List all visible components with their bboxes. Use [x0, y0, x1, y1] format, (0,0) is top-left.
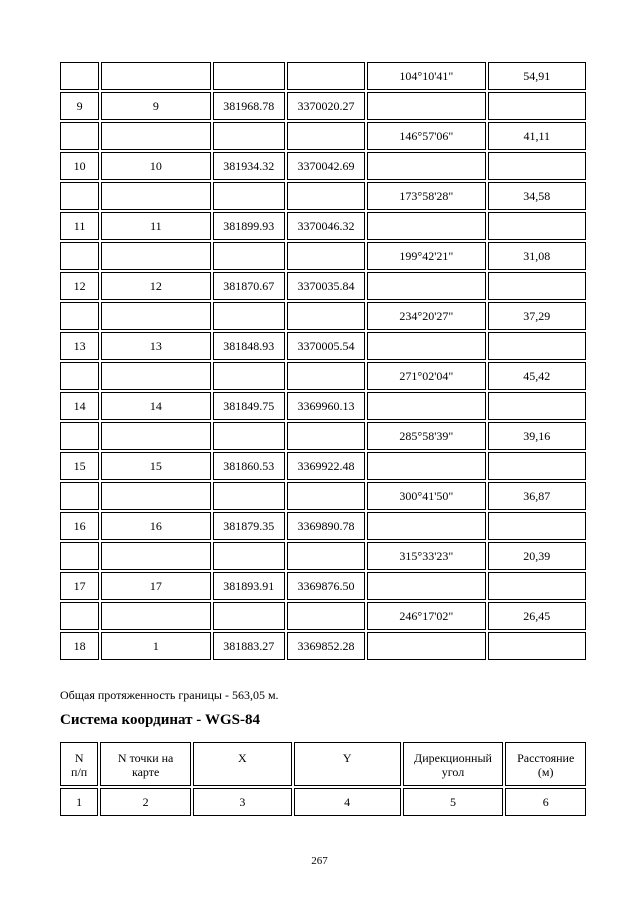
- table-cell: [60, 542, 99, 570]
- table-cell: [488, 92, 586, 120]
- table-cell: [287, 482, 365, 510]
- table-cell: [488, 212, 586, 240]
- table-cell: 31,08: [488, 242, 586, 270]
- column-number-cell: 1: [60, 788, 98, 816]
- table-cell: 1: [101, 632, 210, 660]
- table-cell: 3370046.32: [287, 212, 365, 240]
- table-cell: [60, 62, 99, 90]
- table-cell: [60, 302, 99, 330]
- table-cell: [367, 272, 485, 300]
- table-cell: [60, 182, 99, 210]
- table-cell: 14: [60, 392, 99, 420]
- table-cell: 173°58'28": [367, 182, 485, 210]
- table-cell: 199°42'21": [367, 242, 485, 270]
- table-row: [60, 632, 586, 660]
- table-cell: [213, 362, 285, 390]
- table-cell: 12: [101, 272, 210, 300]
- table-cell: 234°20'27": [367, 302, 485, 330]
- table-cell: [60, 362, 99, 390]
- table-cell: [213, 122, 285, 150]
- table-cell: [488, 512, 586, 540]
- header-line: угол: [441, 765, 465, 779]
- column-number-cell: 6: [505, 788, 586, 816]
- table-cell: 20,39: [488, 542, 586, 570]
- table-cell: 36,87: [488, 482, 586, 510]
- column-number-cell: 5: [403, 788, 504, 816]
- table-row: [60, 362, 586, 390]
- column-number-cell: 3: [193, 788, 292, 816]
- table-cell: 381899.93: [213, 212, 285, 240]
- table-cell: [213, 242, 285, 270]
- boundary-length-summary: Общая протяженность границы - 563,05 м.: [60, 688, 279, 702]
- table-cell: 285°58'39": [367, 422, 485, 450]
- header-line: N точки на: [117, 751, 174, 765]
- table-cell: 10: [60, 152, 99, 180]
- header-line: Расстояние: [517, 751, 575, 765]
- table-cell: [60, 242, 99, 270]
- header-line: N: [74, 751, 84, 765]
- table-cell: [101, 302, 210, 330]
- table-row: [60, 272, 586, 300]
- table-row: [60, 122, 586, 150]
- page-number: 267: [311, 855, 328, 867]
- header-cell-distance: [505, 742, 586, 786]
- table-cell: [488, 272, 586, 300]
- table-cell: [287, 62, 365, 90]
- header-cell-number: [60, 742, 98, 786]
- table-cell: 3369890.78: [287, 512, 365, 540]
- table-cell: 18: [60, 632, 99, 660]
- table-cell: [287, 182, 365, 210]
- table-cell: [213, 422, 285, 450]
- table-cell: [367, 332, 485, 360]
- table-cell: [101, 62, 210, 90]
- table-cell: [60, 482, 99, 510]
- table-row: [60, 482, 586, 510]
- table-cell: 13: [60, 332, 99, 360]
- table-cell: [101, 602, 210, 630]
- table-row: [60, 212, 586, 240]
- table-cell: [488, 452, 586, 480]
- table-cell: 381934.32: [213, 152, 285, 180]
- table-cell: 3370005.54: [287, 332, 365, 360]
- table-cell: [101, 422, 210, 450]
- table-cell: 16: [60, 512, 99, 540]
- table-cell: 9: [101, 92, 210, 120]
- table-cell: [488, 632, 586, 660]
- table-cell: 16: [101, 512, 210, 540]
- table-cell: [101, 122, 210, 150]
- table-cell: [367, 512, 485, 540]
- table-cell: [213, 302, 285, 330]
- wgs84-table: [58, 740, 588, 818]
- table-cell: 3369922.48: [287, 452, 365, 480]
- table-cell: 381860.53: [213, 452, 285, 480]
- table-row: [60, 452, 586, 480]
- wgs84-header-row: [60, 742, 586, 786]
- table-cell: 381893.91: [213, 572, 285, 600]
- table-cell: [367, 392, 485, 420]
- table-cell: [367, 572, 485, 600]
- table-cell: 11: [60, 212, 99, 240]
- table-cell: 17: [60, 572, 99, 600]
- table-cell: 37,29: [488, 302, 586, 330]
- table-row: [60, 512, 586, 540]
- wgs84-column-number-row: [60, 788, 586, 816]
- header-line: X: [238, 751, 247, 765]
- coordinates-table: [58, 60, 588, 662]
- table-cell: 3369960.13: [287, 392, 365, 420]
- header-cell-point: [100, 742, 191, 786]
- table-cell: [287, 422, 365, 450]
- table-row: [60, 602, 586, 630]
- table-cell: [60, 422, 99, 450]
- table-cell: 15: [60, 452, 99, 480]
- table-cell: 315°33'23": [367, 542, 485, 570]
- table-cell: [488, 152, 586, 180]
- table-cell: 3370042.69: [287, 152, 365, 180]
- table-cell: [213, 182, 285, 210]
- table-cell: 39,16: [488, 422, 586, 450]
- table-cell: [213, 482, 285, 510]
- table-cell: 11: [101, 212, 210, 240]
- table-cell: 45,42: [488, 362, 586, 390]
- table-cell: 381870.67: [213, 272, 285, 300]
- table-cell: 26,45: [488, 602, 586, 630]
- table-cell: 54,91: [488, 62, 586, 90]
- table-row: [60, 392, 586, 420]
- table-cell: 17: [101, 572, 210, 600]
- table-cell: 3370035.84: [287, 272, 365, 300]
- header-cell-angle: [403, 742, 504, 786]
- table-cell: [287, 362, 365, 390]
- table-cell: 381849.75: [213, 392, 285, 420]
- table-cell: 381968.78: [213, 92, 285, 120]
- table-cell: 9: [60, 92, 99, 120]
- table-row: [60, 302, 586, 330]
- table-row: [60, 572, 586, 600]
- table-row: [60, 152, 586, 180]
- table-cell: [213, 542, 285, 570]
- table-cell: [213, 62, 285, 90]
- column-number-cell: 2: [100, 788, 191, 816]
- header-cell-y: [294, 742, 401, 786]
- table-row: [60, 92, 586, 120]
- header-line: (м): [537, 765, 554, 779]
- table-cell: 3369852.28: [287, 632, 365, 660]
- table-cell: 271°02'04": [367, 362, 485, 390]
- table-cell: 15: [101, 452, 210, 480]
- table-cell: 13: [101, 332, 210, 360]
- table-cell: 34,58: [488, 182, 586, 210]
- table-cell: 12: [60, 272, 99, 300]
- header-line: карте: [131, 765, 160, 779]
- table-cell: [488, 332, 586, 360]
- table-cell: 41,11: [488, 122, 586, 150]
- header-cell-x: [193, 742, 292, 786]
- table-cell: [488, 392, 586, 420]
- table-row: [60, 182, 586, 210]
- table-cell: [488, 572, 586, 600]
- table-cell: [287, 602, 365, 630]
- table-cell: [101, 182, 210, 210]
- coordinates-table-body: [60, 62, 586, 660]
- table-cell: [60, 122, 99, 150]
- table-cell: 381883.27: [213, 632, 285, 660]
- table-cell: 3369876.50: [287, 572, 365, 600]
- table-row: [60, 542, 586, 570]
- table-cell: 3370020.27: [287, 92, 365, 120]
- table-cell: [287, 242, 365, 270]
- table-cell: [287, 542, 365, 570]
- table-cell: [60, 602, 99, 630]
- header-line: п/п: [71, 765, 88, 779]
- table-cell: 246°17'02": [367, 602, 485, 630]
- column-number-cell: 4: [294, 788, 401, 816]
- header-line: Y: [342, 751, 352, 765]
- table-cell: [367, 212, 485, 240]
- table-cell: [213, 602, 285, 630]
- table-cell: [101, 242, 210, 270]
- table-cell: [367, 152, 485, 180]
- table-row: [60, 332, 586, 360]
- coordinate-system-title: Система координат - WGS-84: [60, 712, 260, 728]
- table-row: [60, 422, 586, 450]
- table-cell: [367, 92, 485, 120]
- table-cell: 104°10'41": [367, 62, 485, 90]
- table-row: [60, 62, 586, 90]
- table-cell: [367, 452, 485, 480]
- table-cell: 300°41'50": [367, 482, 485, 510]
- table-cell: [101, 542, 210, 570]
- table-cell: 381879.35: [213, 512, 285, 540]
- table-cell: 14: [101, 392, 210, 420]
- table-cell: 381848.93: [213, 332, 285, 360]
- table-cell: [101, 362, 210, 390]
- table-row: [60, 242, 586, 270]
- table-cell: [101, 482, 210, 510]
- header-line: Дирекционный: [414, 751, 492, 765]
- table-cell: 10: [101, 152, 210, 180]
- table-cell: 146°57'06": [367, 122, 485, 150]
- table-cell: [287, 302, 365, 330]
- table-cell: [287, 122, 365, 150]
- table-cell: [367, 632, 485, 660]
